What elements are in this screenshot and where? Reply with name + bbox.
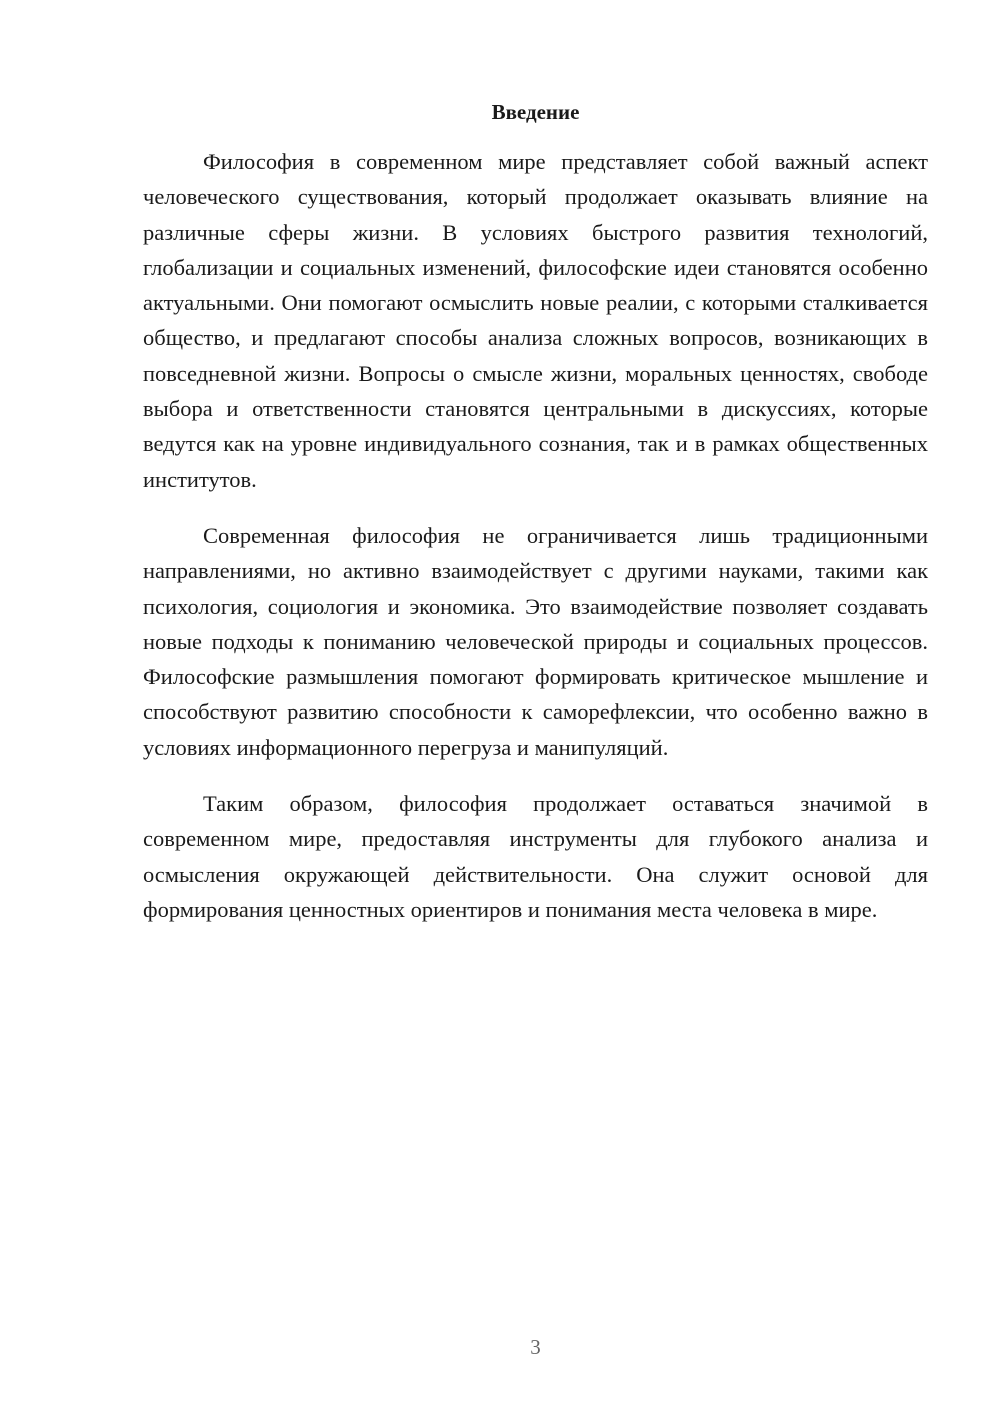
- paragraph-3: Таким образом, философия продолжает оставаться значимой в современном мире, предоставляя инструменты для глубокого анализа и осмысления окружающей действительности. Она служит основой для формирования ценностных ориентиров и понимания места человека в мире.: [143, 791, 928, 922]
- paragraph-2: Современная философия не ограничивается лишь традиционными направлениями, но активно взаимодействует с другими науками, такими как психология, социология и экономика. Это взаимодействие позволяет создавать новые подходы к пониманию человеческой природы и социальных процессов. Философские размышления помогают формировать критическое мышление и способствуют развитию способности к саморефлексии, что особенно важно в условиях информационного перегруза и манипуляций.: [143, 522, 928, 760]
- paragraph-1: Философия в современном мире представляет собой важный аспект человеческого существования, который продолжает оказывать влияние на различные сферы жизни. В условиях быстрого развития технологий, глобализации и социальных изменений, философские идеи становятся особенно актуальными. Они помогают осмыслить новые реалии, с которыми сталкивается общество, и предлагают способы анализа сложных вопросов, возникающих в повседневной жизни. Вопросы о смысле жизни, моральных ценностях, свободе выбора и ответственности становятся центральными в дискуссиях, которые ведутся как на уровне индивидуального сознания, так и в рамках общественных институтов.: [143, 149, 928, 492]
- section-heading: Введение: [491, 100, 580, 124]
- page-number: 3: [530, 1335, 541, 1359]
- body-text: [143, 144, 928, 927]
